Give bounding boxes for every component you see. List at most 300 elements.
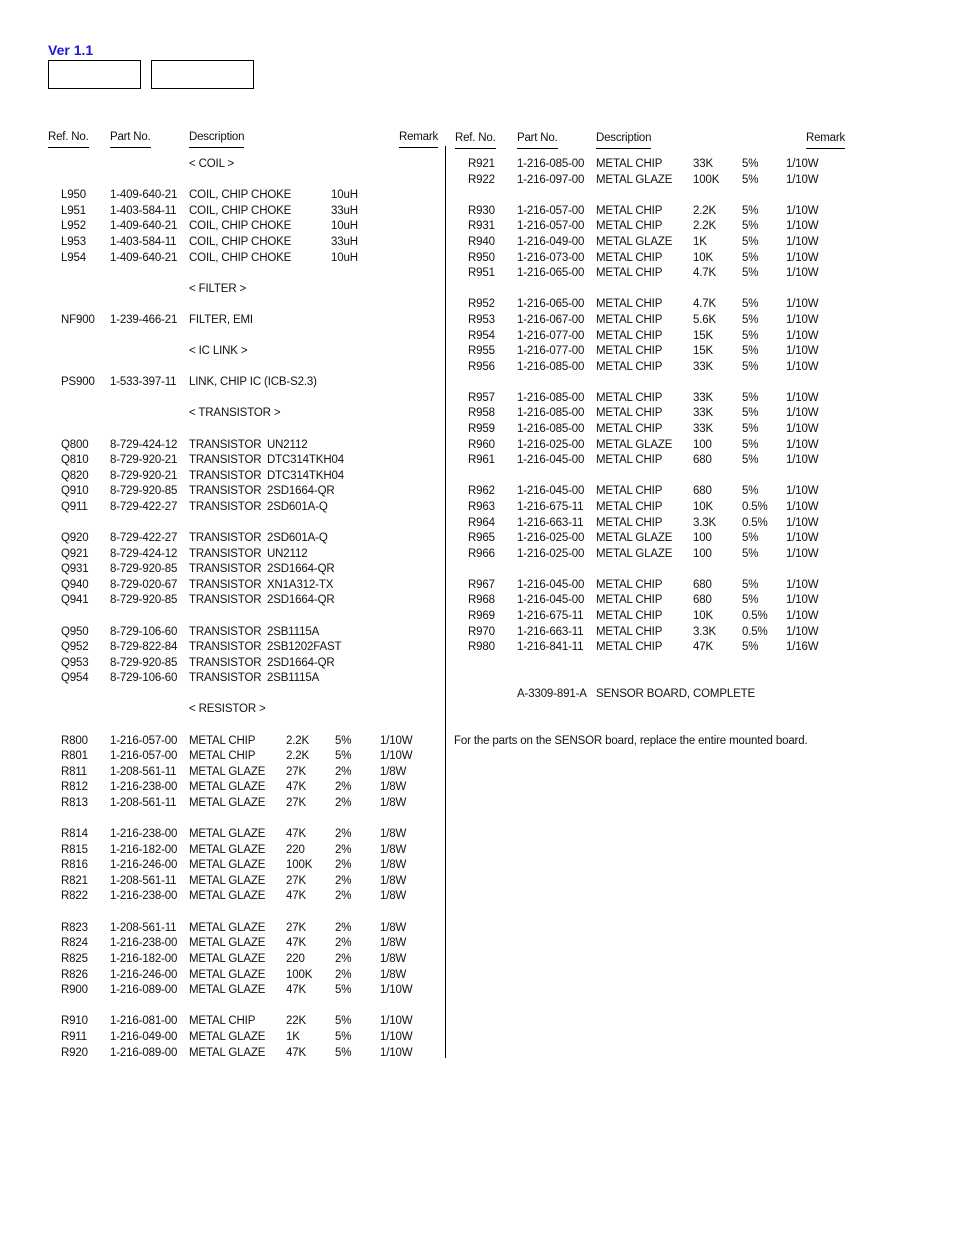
wattage: 1/8W — [380, 844, 407, 856]
ref-no: R910 — [61, 1015, 88, 1027]
part-no: 1-216-073-00 — [517, 252, 585, 264]
part-no: 1-216-057-00 — [110, 750, 178, 762]
wattage: 1/10W — [786, 501, 819, 513]
ref-no: R959 — [468, 423, 495, 435]
ref-no: Q954 — [61, 672, 89, 684]
value: 33K — [693, 158, 714, 170]
ref-no: L951 — [61, 205, 86, 217]
ref-no: Q910 — [61, 485, 89, 497]
ref-no: R812 — [61, 781, 88, 793]
description: METAL CHIP — [596, 641, 663, 653]
ref-no: PS900 — [61, 376, 95, 388]
tolerance: 5% — [335, 1031, 352, 1043]
part-no: 1-216-675-11 — [517, 501, 584, 513]
wattage: 1/8W — [380, 937, 407, 949]
part-no: 8-729-106-60 — [110, 672, 178, 684]
header-remark: Remark — [399, 131, 438, 148]
wattage: 1/10W — [786, 423, 819, 435]
description: METAL CHIP — [189, 735, 256, 747]
tolerance: 5% — [335, 735, 352, 747]
wattage: 1/10W — [786, 392, 819, 404]
description: METAL CHIP — [596, 205, 663, 217]
type-code: 2SB1115A — [267, 626, 320, 638]
part-no: 8-729-920-85 — [110, 563, 178, 575]
ref-no: R931 — [468, 220, 495, 232]
part-no: 1-216-025-00 — [517, 439, 585, 451]
wattage: 1/10W — [786, 407, 819, 419]
ref-no: R800 — [61, 735, 88, 747]
description: METAL CHIP — [596, 158, 663, 170]
ref-no: R911 — [61, 1031, 88, 1043]
tolerance: 5% — [742, 548, 759, 560]
wattage: 1/10W — [786, 485, 819, 497]
wattage: 1/10W — [786, 579, 819, 591]
value: 27K — [286, 797, 307, 809]
blank-box-2 — [151, 60, 254, 89]
wattage: 1/10W — [786, 454, 819, 466]
description: LINK, CHIP IC (ICB-S2.3) — [189, 376, 317, 388]
description: TRANSISTOR — [189, 563, 262, 575]
wattage: 1/10W — [786, 439, 819, 451]
type-code: 2SD601A-Q — [267, 501, 328, 513]
ref-no: R816 — [61, 859, 88, 871]
part-no: 1-216-089-00 — [110, 1047, 178, 1059]
description: METAL CHIP — [596, 610, 663, 622]
part-no: 1-216-097-00 — [517, 174, 585, 186]
description: TRANSISTOR — [189, 439, 262, 451]
part-no: 8-729-422-27 — [110, 532, 178, 544]
wattage: 1/10W — [380, 1015, 413, 1027]
version-label: Ver 1.1 — [48, 42, 94, 58]
description: METAL GLAZE — [596, 439, 673, 451]
value: 47K — [286, 937, 307, 949]
value: 220 — [286, 953, 305, 965]
ref-no: R952 — [468, 298, 495, 310]
ref-no: R922 — [468, 174, 495, 186]
part-no: 8-729-020-67 — [110, 579, 178, 591]
value: 100 — [693, 439, 712, 451]
description: METAL GLAZE — [189, 797, 266, 809]
description: TRANSISTOR — [189, 454, 262, 466]
part-no: 8-729-422-27 — [110, 501, 178, 513]
ref-no: Q940 — [61, 579, 89, 591]
type-code: DTC314TKH04 — [267, 470, 344, 482]
part-no: 1-216-049-00 — [110, 1031, 178, 1043]
ref-no: Q921 — [61, 548, 89, 560]
value: 4.7K — [693, 298, 717, 310]
part-no: 1-216-085-00 — [517, 361, 585, 373]
description: METAL CHIP — [596, 594, 663, 606]
part-no: 1-533-397-11 — [110, 376, 177, 388]
value: 27K — [286, 875, 307, 887]
wattage: 1/8W — [380, 766, 407, 778]
tolerance: 0.5% — [742, 626, 768, 638]
tolerance: 5% — [742, 314, 759, 326]
header-remark: Remark — [806, 132, 845, 149]
part-no: 1-216-238-00 — [110, 828, 178, 840]
tolerance: 5% — [335, 750, 352, 762]
description: METAL GLAZE — [189, 766, 266, 778]
part-no: 1-216-065-00 — [517, 298, 585, 310]
value: 680 — [693, 579, 712, 591]
description: METAL GLAZE — [189, 875, 266, 887]
description: TRANSISTOR — [189, 594, 262, 606]
ref-no: R821 — [61, 875, 88, 887]
value: 47K — [286, 1047, 307, 1059]
wattage: 1/8W — [380, 922, 407, 934]
description: METAL GLAZE — [596, 532, 673, 544]
description: TRANSISTOR — [189, 501, 262, 513]
part-no: 1-216-045-00 — [517, 454, 585, 466]
value: 15K — [693, 345, 714, 357]
description: METAL CHIP — [596, 345, 663, 357]
description: METAL CHIP — [596, 267, 663, 279]
part-no: 1-216-246-00 — [110, 969, 178, 981]
wattage: 1/10W — [786, 517, 819, 529]
header-part: Part No. — [110, 131, 151, 148]
type-code: XN1A312-TX — [267, 579, 334, 591]
part-no: 1-216-238-00 — [110, 890, 178, 902]
tolerance: 5% — [742, 579, 759, 591]
value: 47K — [286, 890, 307, 902]
part-no: 1-216-182-00 — [110, 844, 178, 856]
part-no: 1-208-561-11 — [110, 797, 177, 809]
tolerance: 5% — [742, 267, 759, 279]
value: 100K — [286, 969, 313, 981]
value: 33K — [693, 407, 714, 419]
tolerance: 5% — [742, 641, 759, 653]
tolerance: 5% — [742, 423, 759, 435]
part-no: 1-216-085-00 — [517, 392, 585, 404]
part-no: 1-216-077-00 — [517, 330, 585, 342]
value: 5.6K — [693, 314, 717, 326]
part-no: 1-216-045-00 — [517, 579, 585, 591]
part-no: 1-216-057-00 — [517, 220, 585, 232]
ref-no: R968 — [468, 594, 495, 606]
part-no: 8-729-920-85 — [110, 485, 178, 497]
value: 33K — [693, 392, 714, 404]
ref-no: R815 — [61, 844, 88, 856]
description: TRANSISTOR — [189, 470, 262, 482]
type-code: 2SB1202FAST — [267, 641, 342, 653]
wattage: 1/10W — [786, 314, 819, 326]
tolerance: 2% — [335, 781, 352, 793]
tolerance: 0.5% — [742, 501, 768, 513]
value: 1K — [693, 236, 707, 248]
ref-no: Q941 — [61, 594, 89, 606]
tolerance: 5% — [335, 1047, 352, 1059]
part-no: 8-729-424-12 — [110, 439, 178, 451]
type-code: 2SD1664-QR — [267, 594, 335, 606]
description: COIL, CHIP CHOKE — [189, 236, 292, 248]
ref-no: Q953 — [61, 657, 89, 669]
wattage: 1/8W — [380, 890, 407, 902]
ref-no: Q931 — [61, 563, 89, 575]
tolerance: 5% — [742, 361, 759, 373]
tolerance: 5% — [335, 1015, 352, 1027]
value: 10K — [693, 252, 714, 264]
wattage: 1/10W — [786, 205, 819, 217]
description: < COIL > — [189, 158, 235, 170]
description: METAL GLAZE — [189, 844, 266, 856]
part-no: 1-216-238-00 — [110, 781, 178, 793]
part-no: 8-729-822-84 — [110, 641, 178, 653]
part-no: 1-216-085-00 — [517, 423, 585, 435]
value: 100K — [286, 859, 313, 871]
description: METAL CHIP — [596, 392, 663, 404]
part-no: 1-216-675-11 — [517, 610, 584, 622]
tolerance: 5% — [742, 392, 759, 404]
value: 2.2K — [693, 205, 717, 217]
value: 4.7K — [693, 267, 717, 279]
tolerance: 5% — [742, 158, 759, 170]
header-part: Part No. — [517, 132, 558, 149]
value: 100 — [693, 532, 712, 544]
tolerance: 5% — [742, 345, 759, 357]
description: METAL GLAZE — [189, 969, 266, 981]
description: METAL CHIP — [596, 330, 663, 342]
description: < FILTER > — [189, 283, 247, 295]
part-no: 1-208-561-11 — [110, 766, 177, 778]
wattage: 1/10W — [786, 298, 819, 310]
value: 47K — [286, 984, 307, 996]
part-no: 8-729-920-85 — [110, 657, 178, 669]
value: 33K — [693, 423, 714, 435]
part-no: 1-216-089-00 — [110, 984, 178, 996]
wattage: 1/10W — [786, 610, 819, 622]
description: METAL CHIP — [596, 626, 663, 638]
tolerance: 5% — [742, 330, 759, 342]
part-no: 1-216-049-00 — [517, 236, 585, 248]
ref-no: R951 — [468, 267, 495, 279]
tolerance: 2% — [335, 766, 352, 778]
wattage: 1/10W — [786, 220, 819, 232]
value: 2.2K — [286, 735, 310, 747]
ref-no: L954 — [61, 252, 86, 264]
type-code: UN2112 — [267, 548, 308, 560]
header-description: Description — [189, 131, 244, 148]
tolerance: 5% — [742, 485, 759, 497]
description: METAL CHIP — [596, 314, 663, 326]
header-ref: Ref. No. — [455, 132, 496, 149]
wattage: 1/8W — [380, 969, 407, 981]
part-no: 1-216-841-11 — [517, 641, 584, 653]
description: TRANSISTOR — [189, 579, 262, 591]
ref-no: R954 — [468, 330, 495, 342]
description: COIL, CHIP CHOKE — [189, 220, 292, 232]
part-no: A-3309-891-A — [517, 688, 587, 700]
ref-no: R811 — [61, 766, 88, 778]
wattage: 1/10W — [380, 1047, 413, 1059]
ref-no: R962 — [468, 485, 495, 497]
ref-no: R823 — [61, 922, 88, 934]
ref-no: R921 — [468, 158, 495, 170]
part-no: 1-216-057-00 — [110, 735, 178, 747]
part-no: 1-216-057-00 — [517, 205, 585, 217]
value: 3.3K — [693, 517, 717, 529]
description: METAL CHIP — [596, 407, 663, 419]
ref-no: R970 — [468, 626, 495, 638]
value: 10uH — [331, 189, 358, 201]
wattage: 1/10W — [786, 548, 819, 560]
tolerance: 2% — [335, 953, 352, 965]
blank-box-1 — [48, 60, 141, 89]
type-code: 2SD1664-QR — [267, 563, 335, 575]
tolerance: 5% — [742, 454, 759, 466]
ref-no: R965 — [468, 532, 495, 544]
ref-no: R801 — [61, 750, 88, 762]
description: METAL CHIP — [596, 252, 663, 264]
value: 100 — [693, 548, 712, 560]
description: METAL GLAZE — [189, 1031, 266, 1043]
wattage: 1/8W — [380, 781, 407, 793]
value: 15K — [693, 330, 714, 342]
wattage: 1/10W — [786, 345, 819, 357]
description: METAL GLAZE — [189, 922, 266, 934]
ref-no: R969 — [468, 610, 495, 622]
value: 10uH — [331, 220, 358, 232]
type-code: 2SB1115A — [267, 672, 320, 684]
type-code: 2SD1664-QR — [267, 485, 335, 497]
ref-no: L950 — [61, 189, 86, 201]
wattage: 1/10W — [380, 735, 413, 747]
value: 47K — [286, 828, 307, 840]
part-no: 1-216-077-00 — [517, 345, 585, 357]
description: METAL CHIP — [596, 361, 663, 373]
value: 220 — [286, 844, 305, 856]
description: METAL GLAZE — [189, 1047, 266, 1059]
value: 10K — [693, 501, 714, 513]
type-code: UN2112 — [267, 439, 308, 451]
tolerance: 5% — [742, 174, 759, 186]
tolerance: 2% — [335, 859, 352, 871]
wattage: 1/10W — [786, 594, 819, 606]
wattage: 1/10W — [786, 174, 819, 186]
ref-no: R958 — [468, 407, 495, 419]
wattage: 1/10W — [786, 361, 819, 373]
type-code: DTC314TKH04 — [267, 454, 344, 466]
tolerance: 5% — [742, 298, 759, 310]
part-no: 1-216-663-11 — [517, 517, 584, 529]
description: METAL CHIP — [596, 485, 663, 497]
part-no: 1-216-045-00 — [517, 485, 585, 497]
ref-no: R940 — [468, 236, 495, 248]
value: 10uH — [331, 252, 358, 264]
part-no: 1-216-085-00 — [517, 158, 585, 170]
ref-no: R967 — [468, 579, 495, 591]
wattage: 1/8W — [380, 875, 407, 887]
tolerance: 0.5% — [742, 517, 768, 529]
ref-no: R963 — [468, 501, 495, 513]
wattage: 1/8W — [380, 828, 407, 840]
part-no: 1-409-640-21 — [110, 189, 178, 201]
description: COIL, CHIP CHOKE — [189, 252, 292, 264]
wattage: 1/10W — [786, 532, 819, 544]
ref-no: L952 — [61, 220, 86, 232]
description: METAL CHIP — [189, 1015, 256, 1027]
tolerance: 2% — [335, 922, 352, 934]
value: 22K — [286, 1015, 307, 1027]
ref-no: R813 — [61, 797, 88, 809]
description: COIL, CHIP CHOKE — [189, 189, 292, 201]
value: 33uH — [331, 236, 358, 248]
part-no: 1-239-466-21 — [110, 314, 178, 326]
description: TRANSISTOR — [189, 532, 262, 544]
tolerance: 5% — [742, 205, 759, 217]
ref-no: R960 — [468, 439, 495, 451]
description: METAL GLAZE — [596, 174, 673, 186]
ref-no: Q810 — [61, 454, 89, 466]
ref-no: R961 — [468, 454, 495, 466]
value: 680 — [693, 454, 712, 466]
ref-no: L953 — [61, 236, 86, 248]
tolerance: 5% — [742, 594, 759, 606]
part-no: 8-729-920-21 — [110, 470, 178, 482]
wattage: 1/8W — [380, 953, 407, 965]
ref-no: R955 — [468, 345, 495, 357]
wattage: 1/10W — [786, 330, 819, 342]
description: METAL GLAZE — [189, 859, 266, 871]
ref-no: R920 — [61, 1047, 88, 1059]
tolerance: 2% — [335, 844, 352, 856]
part-no: 1-216-246-00 — [110, 859, 178, 871]
description: < TRANSISTOR > — [189, 407, 281, 419]
tolerance: 2% — [335, 828, 352, 840]
part-no: 1-216-065-00 — [517, 267, 585, 279]
description: COIL, CHIP CHOKE — [189, 205, 292, 217]
ref-no: R953 — [468, 314, 495, 326]
part-no: 1-208-561-11 — [110, 922, 177, 934]
type-code: 2SD601A-Q — [267, 532, 328, 544]
part-no: 8-729-106-60 — [110, 626, 178, 638]
tolerance: 5% — [742, 532, 759, 544]
part-no: 8-729-920-85 — [110, 594, 178, 606]
value: 10K — [693, 610, 714, 622]
description: METAL GLAZE — [189, 828, 266, 840]
value: 680 — [693, 485, 712, 497]
part-no: 1-216-025-00 — [517, 532, 585, 544]
sensor-board-note: For the parts on the SENSOR board, replace the entire mounted board. — [454, 735, 808, 747]
description: FILTER, EMI — [189, 314, 253, 326]
header-ref: Ref. No. — [48, 131, 89, 148]
part-no: 1-403-584-11 — [110, 236, 177, 248]
ref-no: R826 — [61, 969, 88, 981]
description: TRANSISTOR — [189, 641, 262, 653]
value: 47K — [286, 781, 307, 793]
description: METAL CHIP — [596, 220, 663, 232]
part-no: 1-409-640-21 — [110, 252, 178, 264]
ref-no: Q820 — [61, 470, 89, 482]
value: 680 — [693, 594, 712, 606]
description: TRANSISTOR — [189, 657, 262, 669]
ref-no: R950 — [468, 252, 495, 264]
wattage: 1/8W — [380, 859, 407, 871]
description: TRANSISTOR — [189, 626, 262, 638]
wattage: 1/10W — [380, 1031, 413, 1043]
part-no: 1-216-025-00 — [517, 548, 585, 560]
part-no: 8-729-424-12 — [110, 548, 178, 560]
ref-no: Q920 — [61, 532, 89, 544]
tolerance: 2% — [335, 937, 352, 949]
tolerance: 2% — [335, 969, 352, 981]
tolerance: 5% — [742, 252, 759, 264]
tolerance: 5% — [742, 439, 759, 451]
part-no: 1-216-085-00 — [517, 407, 585, 419]
description: METAL CHIP — [596, 454, 663, 466]
wattage: 1/10W — [380, 984, 413, 996]
ref-no: Q950 — [61, 626, 89, 638]
ref-no: R930 — [468, 205, 495, 217]
